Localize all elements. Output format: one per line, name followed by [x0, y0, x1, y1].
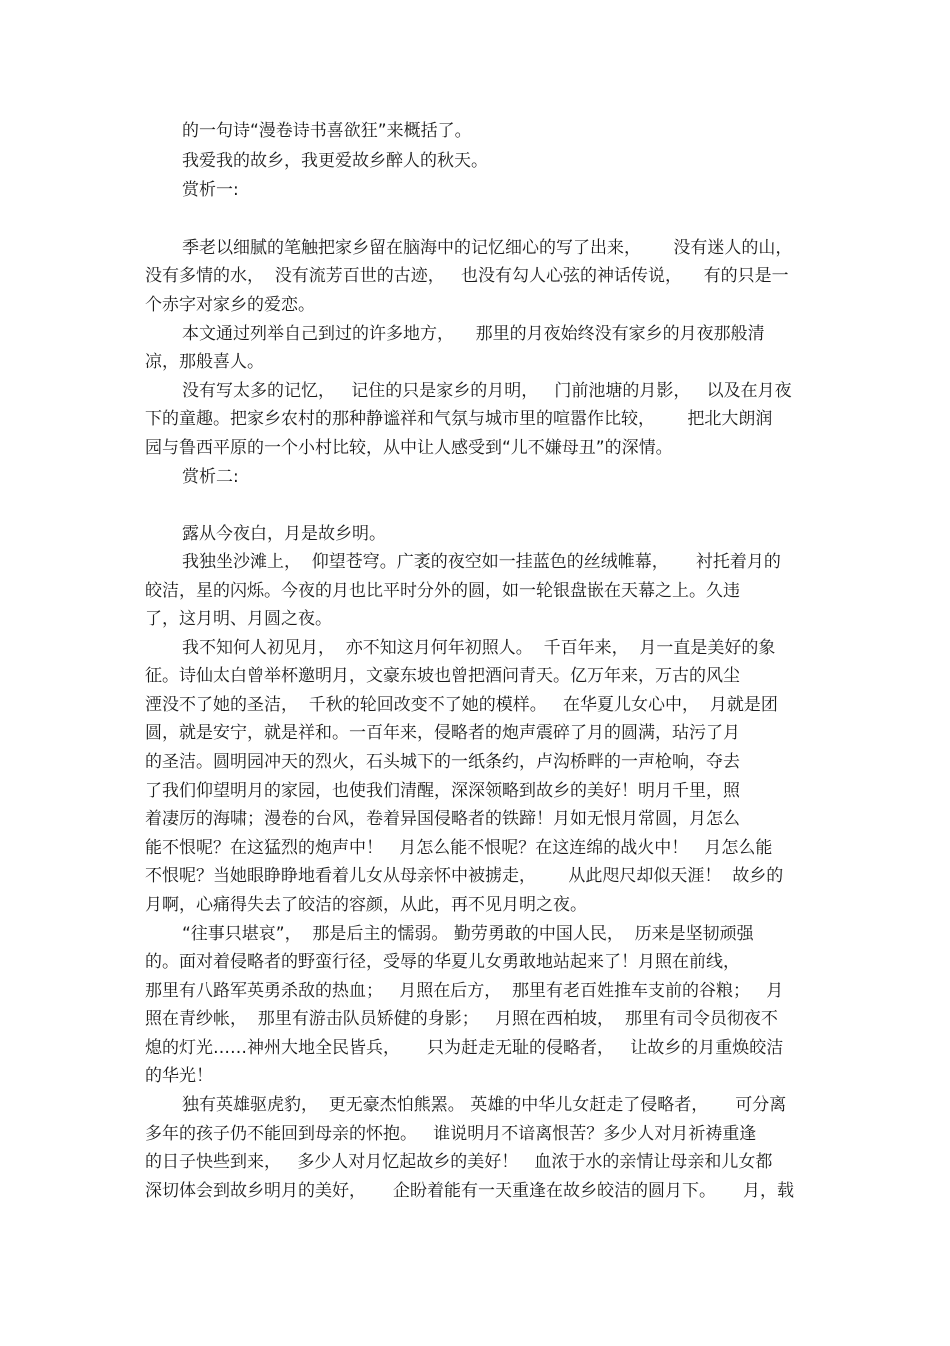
text-line: 园与鲁西平原的一个小村比较，从中让人感受到“儿不嫌母丑”的深情。: [145, 438, 673, 458]
section-heading: 赏析一:: [182, 180, 239, 200]
text-line: 能不恨呢？在这猛烈的炮声中！ 月怎么能不恨呢？在这连绵的战火中！ 月怎么能: [145, 838, 773, 858]
text-line: 的一句诗“漫卷诗书喜欲狂”来概括了。: [182, 121, 472, 141]
text-line: 圆，就是安宁，就是祥和。一百年来，侵略者的炮声震碎了月的圆满，玷污了月: [145, 723, 740, 743]
text-line: 那里有八路军英勇杀敌的热血； 月照在后方， 那里有老百姓推车支前的谷粮； 月: [145, 981, 784, 1001]
text-line: 照在青纱帐， 那里有游击队员矫健的身影； 月照在西柏坡， 那里有司令员彻夜不: [145, 1009, 778, 1029]
text-line: 着凄厉的海啸；漫卷的台风，卷着异国侵略者的铁蹄！月如无恨月常圆，月怎么: [145, 809, 740, 829]
section-heading: 赏析二:: [182, 467, 239, 487]
text-line: 的。面对着侵略者的野蛮行径，受辱的华夏儿女勇敢地站起来了！月照在前线，: [145, 952, 740, 972]
text-line: 本文通过列举自己到过的许多地方， 那里的月夜始终没有家乡的月夜那般清: [182, 324, 765, 344]
text-line: 熄的灯光……神州大地全民皆兵， 只为赶走无耻的侵略者， 让故乡的月重焕皎洁: [145, 1038, 784, 1058]
text-line: 深切体会到故乡明月的美好， 企盼着能有一天重逢在故乡皎洁的圆月下。 月，载: [145, 1181, 795, 1201]
text-line: 了我们仰望明月的家园，也使我们清醒，深深领略到故乡的美好！明月千里，照: [145, 781, 740, 801]
text-line: 征。诗仙太白曾举杯邀明月，文豪东坡也曾把酒问青天。亿万年来，万古的风尘: [145, 666, 740, 686]
text-line: 不恨呢？当她眼睁睁地看着儿女从母亲怀中被掳走， 从此咫尺却似天涯！ 故乡的: [145, 866, 784, 886]
text-line: 皎洁，星的闪烁。今夜的月也比平时分外的圆，如一轮银盘嵌在天幕之上。久违: [145, 581, 740, 601]
text-line: 没有写太多的记忆， 记住的只是家乡的月明， 门前池塘的月影， 以及在月夜: [182, 381, 792, 401]
text-line: 我独坐沙滩上， 仰望苍穹。广袤的夜空如一挂蓝色的丝绒帷幕， 衬托着月的: [182, 552, 781, 572]
text-line: 个赤字对家乡的爱恋。: [145, 295, 315, 315]
text-line: 的华光！: [145, 1066, 213, 1086]
text-line: 多年的孩子仍不能回到母亲的怀抱。 谁说明月不谙离恨苦？多少人对月祈祷重逢: [145, 1124, 757, 1144]
text-line: 下的童趣。把家乡农村的那种静谧祥和气氛与城市里的喧嚣作比较， 把北大朗润: [145, 409, 773, 429]
text-line: 露从今夜白，月是故乡明。: [182, 524, 386, 544]
text-line: 湮没不了她的圣洁， 千秋的轮回改变不了她的模样。 在华夏儿女心中， 月就是团: [145, 695, 778, 715]
text-line: 独有英雄驱虎豹， 更无豪杰怕熊罴。 英雄的中华儿女赶走了侵略者， 可分离: [182, 1095, 787, 1115]
text-line: 没有多情的水， 没有流芳百世的古迹， 也没有勾人心弦的神话传说， 有的只是一: [145, 266, 789, 286]
text-line: 季老以细腻的笔触把家乡留在脑海中的记忆细心的写了出来， 没有迷人的山，: [182, 238, 793, 258]
text-line: “往事只堪哀”， 那是后主的懦弱。 勤劳勇敢的中国人民， 历来是坚韧顽强: [182, 924, 754, 944]
text-line: 我爱我的故乡，我更爱故乡醉人的秋天。: [182, 151, 488, 171]
text-line: 我不知何人初见月， 亦不知这月何年初照人。 千百年来， 月一直是美好的象: [182, 638, 776, 658]
text-line: 月啊，心痛得失去了皎洁的容颜，从此，再不见月明之夜。: [145, 895, 587, 915]
text-line: 了，这月明、月圆之夜。: [145, 609, 332, 629]
text-line: 凉，那般喜人。: [145, 352, 264, 372]
text-line: 的日子快些到来， 多少人对月忆起故乡的美好！ 血浓于水的亲情让母亲和儿女都: [145, 1152, 773, 1172]
text-line: 的圣洁。圆明园冲天的烈火，石头城下的一纸条约，卢沟桥畔的一声枪响，夺去: [145, 752, 740, 772]
